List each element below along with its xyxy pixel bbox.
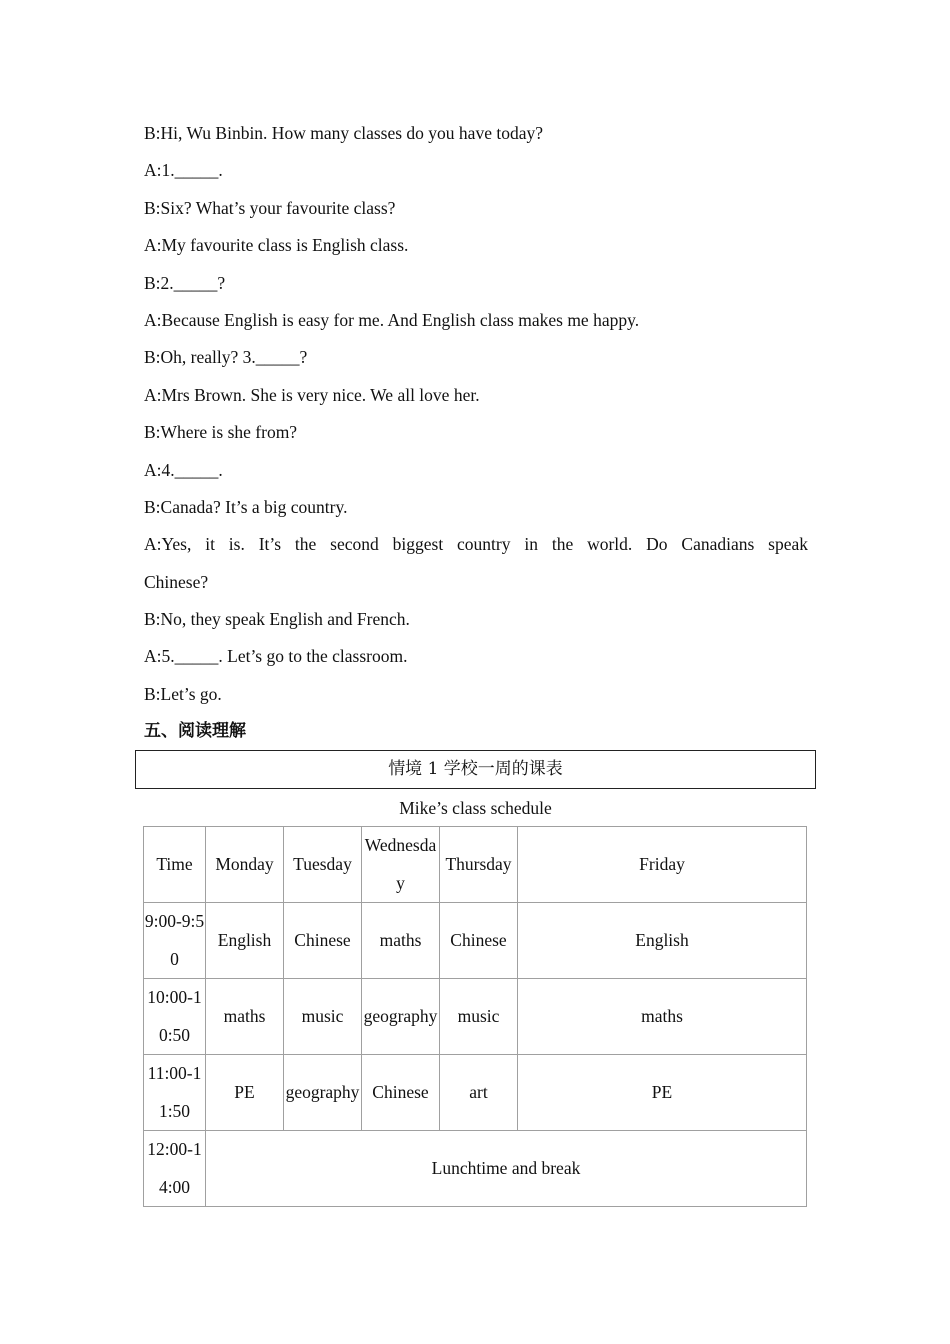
dialogue-line-blank-5: A:5._____. Let’s go to the classroom. [144,646,408,667]
dialogue-line: B:Let’s go. [144,683,222,704]
class-cell: Chinese [440,903,518,979]
class-cell: Chinese [362,1055,440,1131]
dialogue-line: A:Yes, it is. It’s the second biggest country in the world. Do Canadians speak [144,534,808,555]
class-cell: maths [206,979,284,1055]
dialogue-line-blank-1: A:1._____. [144,160,223,181]
class-cell: geography [362,979,440,1055]
dialogue-line: B:Six? What’s your favourite class? [144,197,396,218]
schedule-caption: Mike’s class schedule [399,798,552,818]
dialogue-line: B:Hi, Wu Binbin. How many classes do you have today? [144,123,543,143]
dialogue-line: A:My favourite class is English class. [144,235,409,256]
dialogue-line: Chinese? [144,571,209,592]
table-header-row [144,827,807,903]
dialogue [144,115,808,713]
class-cell: PE [206,1055,284,1131]
dialogue-line-blank-4: A:4._____. [144,459,223,480]
class-cell: English [518,903,807,979]
table-row [144,903,807,979]
lunch-row [144,1131,807,1207]
time-cell: 9:00-9:50 [144,903,206,979]
header-cell: Monday [206,827,284,903]
dialogue-line: A:Mrs Brown. She is very nice. We all love her. [144,384,480,405]
header-cell: Time [144,827,206,903]
class-cell: geography [284,1055,362,1131]
table-row [144,979,807,1055]
class-cell: English [206,903,284,979]
schedule-table [143,826,807,1207]
class-cell: maths [518,979,807,1055]
table-row [144,1055,807,1131]
class-cell: music [440,979,518,1055]
header-cell: Friday [518,827,807,903]
lunch-cell: Lunchtime and break [206,1131,807,1207]
time-cell: 11:00-11:50 [144,1055,206,1131]
dialogue-line: A:Because English is easy for me. And English class makes me happy. [144,309,640,330]
time-cell: 10:00-10:50 [144,979,206,1055]
class-cell: PE [518,1055,807,1131]
class-cell: Chinese [284,903,362,979]
class-cell: music [284,979,362,1055]
dialogue-line: B:No, they speak English and French. [144,609,410,630]
dialogue-line: B:Canada? It’s a big country. [144,496,348,517]
dialogue-line-blank-2: B:2._____? [144,272,226,293]
header-cell: Wednesday [362,827,440,903]
header-cell: Thursday [440,827,518,903]
dialogue-line-blank-3: B:Oh, really? 3._____? [144,347,308,368]
dialogue-line: B:Where is she from? [144,422,298,443]
context-title: 情境 1 学校一周的课表 [135,750,816,789]
class-cell: maths [362,903,440,979]
class-cell: art [440,1055,518,1131]
section-title: 五、阅读理解 [144,721,246,741]
header-cell: Tuesday [284,827,362,903]
time-cell: 12:00-14:00 [144,1131,206,1207]
